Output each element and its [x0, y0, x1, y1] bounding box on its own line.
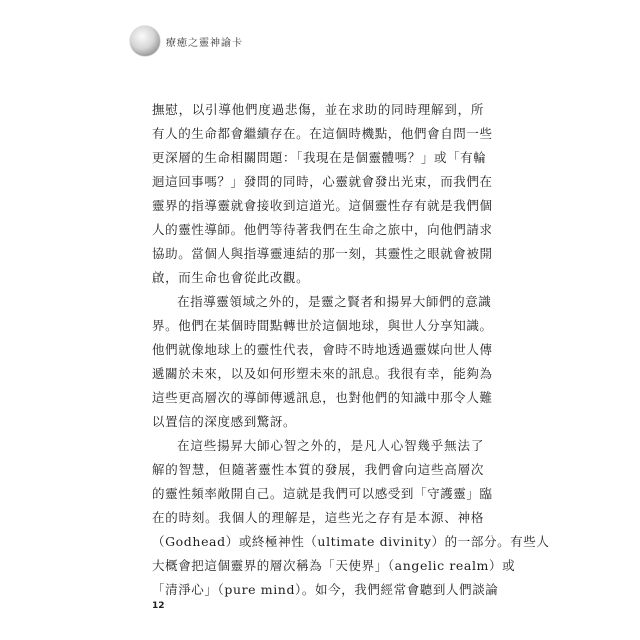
text-line: 大概會把這個靈界的層次稱為「天使界」（angelic realm）或: [152, 558, 516, 573]
text-line: 的靈性頻率敞開自己。這就是我們可以感受到「守護靈」臨: [152, 486, 493, 501]
text-line: 在這些揚昇大師心智之外的，是凡人心智幾乎無法了: [177, 438, 484, 453]
text-line: 協助。當個人與指導靈連結的那一刻，其靈性之眼就會被開: [152, 246, 493, 261]
body-text: [152, 98, 550, 602]
text-line: 撫慰，以引導他們度過悲傷，並在求助的同時理解到，所: [152, 102, 484, 117]
book-title: 療癒之靈神諭卡: [166, 37, 243, 49]
text-line: 啟，而生命也會從此改觀。: [152, 270, 310, 285]
text-line: 在的時刻。我個人的理解是，這些光之存有是本源、神格: [152, 510, 484, 525]
text-line: 「清淨心」（pure mind）。如今，我們經常會聽到人們談論: [152, 582, 499, 597]
page-number: 12: [152, 601, 165, 611]
running-header: [130, 26, 243, 56]
text-line: 這些更高層次的導師傳遞訊息，也對他們的知識中那令人難: [152, 390, 493, 405]
crescent-orb-icon: [130, 26, 160, 56]
text-line: 有人的生命都會繼續存在。在這個時機點，他們會自問一些: [152, 126, 493, 141]
text-line: 解的智慧，但隨著靈性本質的發展，我們會向這些高層次: [152, 462, 484, 477]
text-line: 靈界的指導靈就會接收到這道光。這個靈性存有就是我們個: [152, 198, 493, 213]
text-line: 遞關於未來，以及如何形塑未來的訊息。我很有幸，能夠為: [152, 366, 493, 381]
text-line: （Godhead）或終極神性（ultimate divinity）的一部分。有些人: [152, 534, 550, 549]
paragraph: [152, 290, 493, 434]
text-line: 人的靈性導師。他們等待著我們在生命之旅中，向他們請求: [152, 222, 493, 237]
text-line: 界。他們在某個時間點轉世於這個地球，與世人分享知識。: [152, 318, 493, 333]
paragraph: [152, 434, 550, 602]
text-line: 在指導靈領域之外的，是靈之賢者和揚昇大師們的意識: [177, 294, 492, 309]
text-line: 以置信的深度感到驚訝。: [152, 414, 297, 429]
text-line: 他們就像地球上的靈性代表，會時不時地透過靈媒向世人傳: [152, 342, 493, 357]
paragraph: [152, 98, 493, 290]
text-line: 更深層的生命相關問題：「我現在是個靈體嗎？」或「有輪: [152, 150, 487, 165]
text-line: 迴這回事嗎？」發問的同時，心靈就會發出光束，而我們在: [152, 174, 493, 189]
